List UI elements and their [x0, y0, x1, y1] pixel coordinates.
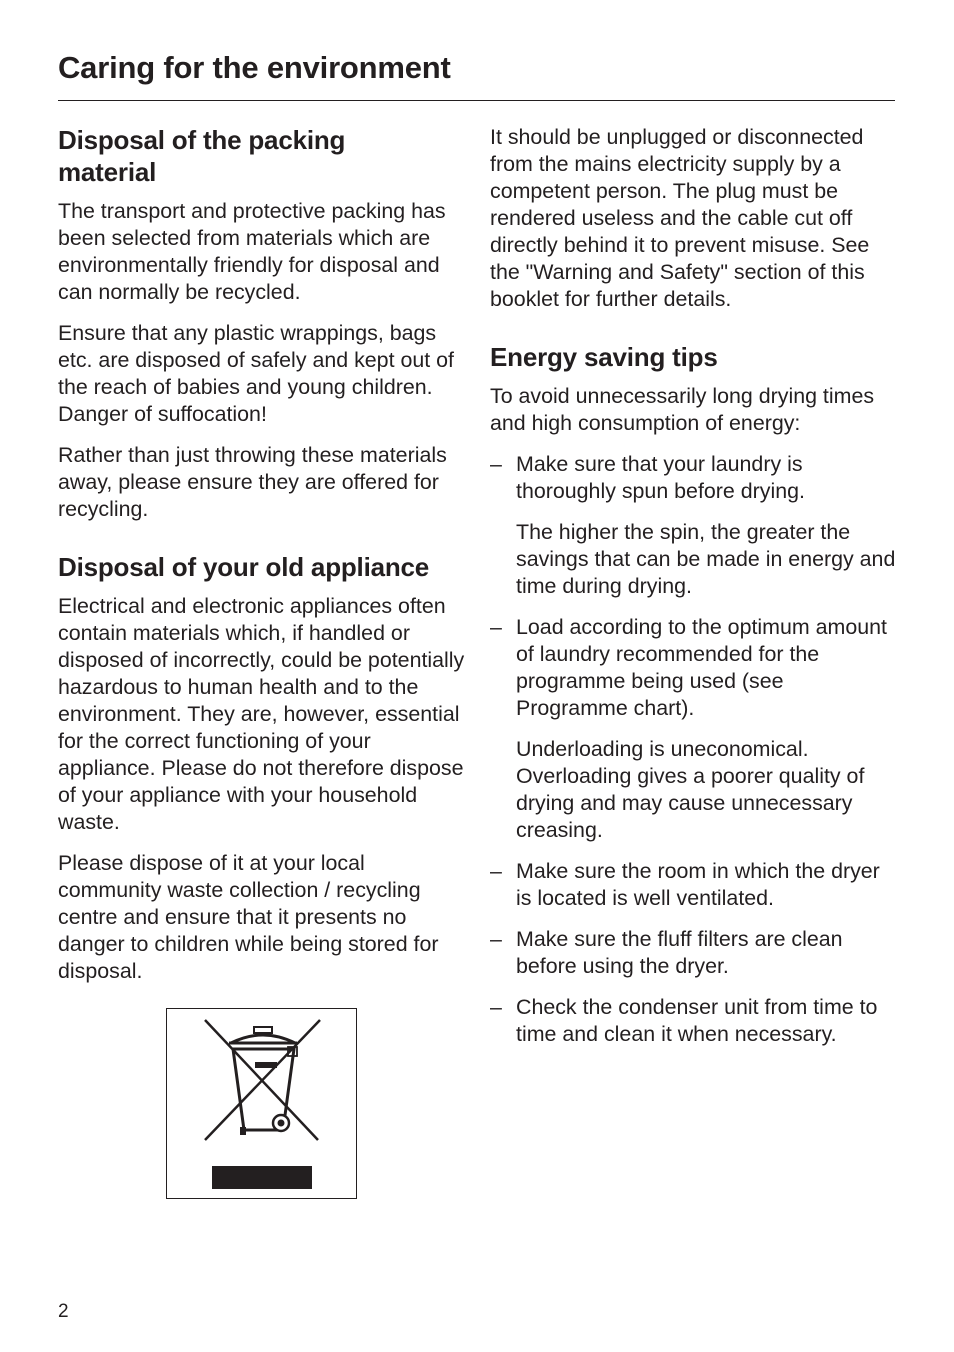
page-title: Caring for the environment	[58, 50, 451, 85]
left-column	[58, 124, 468, 1013]
weee-symbol-box	[166, 1008, 357, 1199]
tip-note: Underloading is uneconomical. Overloading gives a poorer quality of drying and may cause unnecessary creasing.	[516, 737, 865, 842]
crossed-out-wheelie-bin-icon	[167, 1009, 358, 1200]
title-divider	[58, 100, 895, 101]
tip-text: Check the condenser unit from time to time and clean it when necessary.	[516, 995, 878, 1046]
energy-intro: To avoid unnecessarily long drying times and high consumption of energy:	[490, 384, 875, 435]
packing-heading-line2: material	[58, 157, 157, 187]
appliance-continuation	[490, 124, 900, 313]
tip-text: Make sure that your laundry is thoroughly spun before drying.	[516, 452, 805, 503]
page-number: 2	[58, 1301, 69, 1322]
packing-paragraph: Ensure that any plastic wrappings, bags etc. are disposed of safely and kept out of the reach of babies and young children. Danger of suffocation!	[58, 321, 454, 426]
bullet-dash: –	[490, 995, 502, 1019]
appliance-paragraph: Please dispose of it at your local community waste collection / recycling centre and ensure that it presents no danger to children while being stored for disposal.	[58, 851, 439, 983]
bullet-dash: –	[490, 927, 502, 951]
bullet-dash: –	[490, 859, 502, 883]
bullet-dash: –	[490, 615, 502, 639]
tip-text: Load according to the optimum amount of laundry recommended for the programme being used (see Programme chart).	[516, 615, 887, 720]
continuation-paragraph: It should be unplugged or disconnected from the mains electricity supply by a competent person. The plug must be rendered useless and the cable cut off directly behind it to prevent misuse. See the "Warning and Safety" section of this booklet for further details.	[490, 125, 870, 311]
energy-heading: Energy saving tips	[490, 342, 718, 372]
tip-note: The higher the spin, the greater the savings that can be made in energy and time during drying.	[516, 520, 896, 598]
packing-paragraph: Rather than just throwing these materials away, please ensure they are offered for recycling.	[58, 443, 447, 521]
energy-tips-list	[490, 451, 900, 1048]
packing-paragraph: The transport and protective packing has been selected from materials which are environmentally friendly for disposal and can normally be recycled.	[58, 199, 446, 304]
packing-section	[58, 124, 468, 523]
tip-text: Make sure the fluff filters are clean before using the dryer.	[516, 927, 843, 978]
bullet-dash: –	[490, 452, 502, 476]
list-item	[490, 451, 900, 600]
energy-section	[490, 341, 900, 1048]
packing-heading-line1: Disposal of the packing	[58, 125, 346, 155]
appliance-paragraph: Electrical and electronic appliances often contain materials which, if handled or disposed of incorrectly, could be potentially hazardous to human health and to the environment. They are, however, essential for the correct functioning of your appliance. Please do not therefore dispose of your appliance with your household waste.	[58, 594, 465, 834]
appliance-heading: Disposal of your old appliance	[58, 552, 430, 582]
tip-text: Make sure the room in which the dryer is located is well ventilated.	[516, 859, 880, 910]
appliance-section	[58, 551, 468, 985]
list-item	[490, 994, 900, 1048]
packing-heading	[58, 124, 468, 188]
list-item	[490, 614, 900, 844]
right-column	[490, 124, 900, 1076]
list-item	[490, 926, 900, 980]
list-item	[490, 858, 900, 912]
